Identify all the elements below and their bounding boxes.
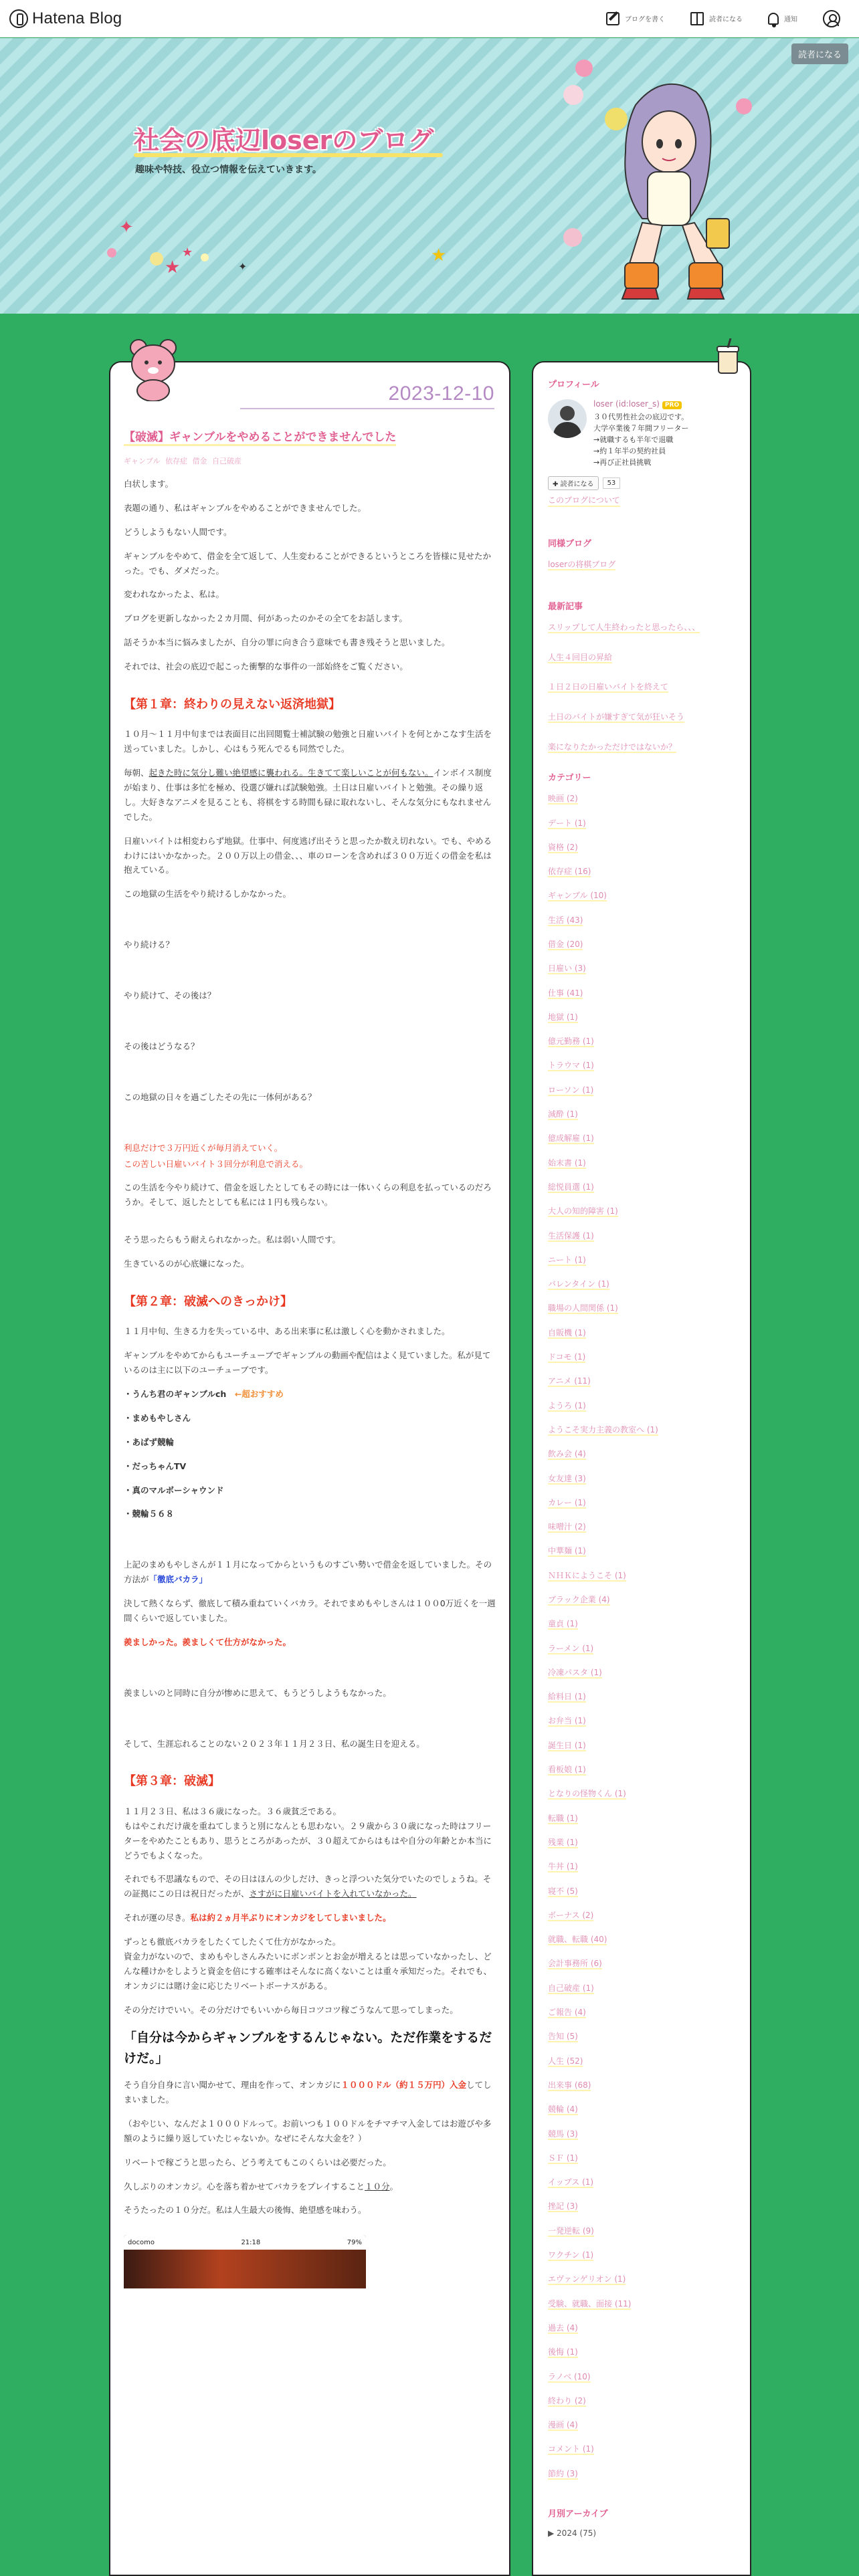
list-item [548,2055,741,2079]
category-link[interactable]: 看板娘 (1) [548,1765,586,1775]
paragraph: 羨ましいのと同時に自分が惨めに思えて、もうどうしようもなかった。 [124,1687,391,1698]
list-item [548,651,741,664]
category-link[interactable]: 残業 (1) [548,1837,578,1847]
drink-cup-icon [713,338,743,376]
paragraph: 決して熱くならず、徹底して積み重ねていくバカラ。それでまめもやしさんは１００0万近くを一週間くらいで返していました。 [124,1598,496,1623]
category-link[interactable]: ラノベ (10) [548,2371,591,2381]
archive-item[interactable]: ▶ 2024 (75) [548,2528,597,2538]
list-item [548,2249,741,2273]
category-link[interactable]: カレー (1) [548,1497,586,1507]
text-span: 久しぶりのオンカジ。心を落ち着かせてバカラをプレイすること [124,2181,365,2191]
list-item [548,1739,741,1763]
blog-header-banner [0,38,859,314]
list-item [548,2176,741,2200]
recommend-note: ←超おすすめ [234,1389,284,1399]
paragraph: この地獄の日々を過ごしたその先に一体何がある？ [124,1091,316,1102]
text-span: ずっとも徹底バカラをしたくてしたくて仕方がなかった。 [124,1937,341,1947]
article-categories [124,455,496,467]
character-illustration [589,65,743,312]
highlight-text [124,1141,496,1156]
list-item [548,817,741,841]
list-item [548,1642,741,1667]
category-link[interactable]: イップス (1) [548,2177,594,2187]
list-item [548,1812,741,1836]
header-actions [606,10,840,27]
list-item [548,711,741,724]
paragraph: そして、生涯忘れることのない２０２３年１１月２３日、私の誕生日を迎える。 [124,1738,425,1749]
blog-description: 趣味や特技、役立つ情報を伝えていきます。 [135,165,322,175]
category-link[interactable]: 牛丼 (1) [548,1862,578,1872]
list-item [548,1084,741,1108]
big-quote: 「自分は今からギャンブルをするんじゃない。ただ作業をするだけだ。」 [124,2030,492,2066]
screenshot-body [124,2250,366,2288]
category-link[interactable]: ご報告 (4) [548,2008,586,2018]
list-item [548,2225,741,2249]
category-link[interactable]: 仕事 (41) [548,988,583,998]
category-link[interactable]: 給料日 (1) [548,1692,586,1702]
recent-section [548,599,741,753]
category-link[interactable]: 挫記 (3) [548,2202,578,2212]
list-item [548,1205,741,1229]
category-link[interactable]: トラウマ (1) [548,1061,594,1071]
category-link[interactable]: 後悔 (1) [548,2347,578,2357]
chapter-heading: 【第２章：破滅へのきっかけ】 [124,1294,292,1309]
paragraph: 変われなかったよ、私は。 [124,589,225,600]
archive-section [548,2506,741,2538]
list-item [548,1132,741,1156]
reader-count: 53 [603,477,621,489]
recent-entry-link[interactable]: 人生４回目の昇給 [548,652,613,662]
profile-name[interactable]: loser (id:loser_s) [593,399,660,409]
youtube-list-item: ・まめもやしさん [124,1412,191,1423]
category-link[interactable]: ワクチン (1) [548,2250,594,2260]
text-span: １１月２３日、私は３６歳になった。３６歳貧乏である。 [124,1806,342,1816]
related-blog-link[interactable]: loserの将棋ブログ [548,560,616,570]
text-span: 上記のまめもやしさんが１１月になってからというものすごい勢いで借金を返していました。その方法が [124,1560,492,1585]
list-item [548,1933,741,1957]
battery-label: 79% [347,2238,362,2246]
list-item [548,2419,741,2443]
category-link[interactable]: 生活保護 (1) [548,1230,594,1241]
paragraph [124,2078,496,2107]
list-item [548,2371,741,2395]
sidebar-content [548,377,741,2538]
category-link[interactable]: 競輪 (4) [548,2105,578,2115]
sidebar-subscribe-button[interactable]: ✚ 読者になる [548,476,599,490]
category-link[interactable]: ギャンブル [124,456,161,465]
paragraph: ギャンブルをやめて、借金を全て返して、人生変わることができるというところを皆様に見せたかった。でも、ダメだった。 [124,550,492,576]
profile-description: ３０代男性社会の底辺です。 大学卒業後７年間フリーター →就職するも半年で退職 →約１年半の契約社員 →再び正社員挑戦 [593,413,689,467]
category-link[interactable]: ボーナス (2) [548,1910,594,1920]
list-item [548,741,741,754]
global-header [0,0,859,37]
paragraph: ギャンブルをやめてからもユーチューブでギャンブルの動画や配信はよく見ていました。私が見ているのは主に以下のユーチューブです。 [124,1350,491,1376]
recent-entry-link[interactable]: １日２日の日雇いバイトを終えて [548,682,669,692]
paragraph: その分だけでいい。その分だけでもいいから毎日コツコツ稼ごうなんて思ってしまった。 [124,2004,458,2015]
category-link[interactable]: 童貞 (1) [548,1619,578,1629]
category-link[interactable]: ようろ (1) [548,1400,586,1410]
chapter-heading: 【第３章：破滅】 [124,1774,220,1789]
reader-icon [690,12,704,25]
paragraph: やり続ける？ [124,940,175,950]
list-item [548,1375,741,1399]
category-link[interactable]: バレンタイン (1) [548,1279,609,1289]
archive-heading: 月別アーカイブ [548,2508,608,2519]
list-item [548,1836,741,1860]
paragraph: 日雇いバイトは相変わらず地獄。仕事中、何度逃げ出そうと思ったか数え切れない。でも、やめるわけにはいかなかった。２００万以上の借金、、、車のローンを含めれば３００万近くの借金を私は抱えている。 [124,835,492,875]
list-item [548,1763,741,1788]
category-link[interactable]: 依存症 [165,456,188,465]
deco-circle [563,85,583,105]
archive-list [548,2529,741,2538]
deco-circle [563,228,582,247]
list-item [548,2200,741,2224]
category-link[interactable]: 総悦員選 (1) [548,1182,594,1192]
list-item [548,1957,741,1981]
category-link[interactable]: 冷凍パスタ (1) [548,1667,602,1677]
red-emphasis: 私は約２ヵ月半ぶりにオンカジをしてしまいました。 [190,1913,391,1923]
category-link[interactable]: 告知 (5) [548,2032,578,2042]
recent-entry-link[interactable]: 土日のバイトが嫌すぎて気が狂いそう [548,712,685,722]
recent-entry-link[interactable]: 楽になりたかっただけではないか？ [548,742,677,752]
paragraph: 話そうか本当に悩みましたが、自分の罪に向き合う意味でも書き残そうと思いました。 [124,637,450,648]
recent-list [548,621,741,753]
recent-entry-link[interactable]: スリップして人生終わったと思ったら、、、 [548,623,700,633]
category-link[interactable]: 資格 (2) [548,842,578,852]
highlight-text: 羨ましかった。羨ましくて仕方がなかった。 [124,1636,292,1647]
logo-text: Hatena Blog [32,9,122,27]
list-text: ・うんち君のギャンブルch [124,1389,227,1399]
paragraph: 生きているのが心底嫌になった。 [124,1259,250,1269]
sidebar [532,361,751,2576]
deco-circle [201,253,209,261]
underlined-text: さすがに日雇いバイトを入れていなかった。 [249,1889,417,1899]
category-link[interactable]: アニメ (11) [548,1376,591,1386]
category-list [548,792,741,2492]
user-icon[interactable] [823,10,840,27]
list-item [548,1788,741,1812]
blog-title[interactable]: 社会の底辺loserのブログ [134,126,434,155]
profile-block [548,399,741,468]
related-heading: 同様ブログ [548,539,592,550]
youtube-list-item: ・だっちゃんTV [124,1461,187,1471]
paragraph [124,1558,496,1587]
category-link[interactable]: 味噌汁 (2) [548,1522,586,1532]
article-card [109,361,510,2576]
list-item [548,681,741,693]
category-link[interactable]: 中華麺 (1) [548,1546,586,1556]
list-item [548,2128,741,2152]
list-item [548,1909,741,1933]
related-section [548,536,741,570]
deco-star-icon: ✦ [238,260,248,273]
notification-button[interactable] [768,13,797,25]
paragraph [124,1911,496,1925]
reader-header-button[interactable] [690,12,743,25]
category-link[interactable]: となりの怪物くん (1) [548,1789,626,1799]
list-item [548,1011,741,1035]
list-item [548,1885,741,1909]
list-item [548,1230,741,1254]
paragraph: そう思ったらもう耐えられなかった。私は弱い人間です。 [124,1235,341,1245]
edit-icon [606,12,619,25]
deco-star-icon: ★ [431,245,447,265]
category-link[interactable]: 依存症 (16) [548,867,591,877]
deco-circle [150,252,163,265]
underlined-text: 起きた時に気分し難い絶望感に襲われる。生きてて楽しいことが何もない。 [149,768,434,778]
write-blog-button[interactable] [606,12,665,25]
youtube-list-item [124,1387,496,1402]
list-item [548,1982,741,2006]
red-line: 利息だけで３万円近くが毎月消えていく。 [124,1142,283,1153]
paragraph: （おやじい、なんだよ１０００ドルって。お前いつも１００ドルをチマチマ入金してはお遊びや多額のように繰り返していたじゃないか。なぜにそんな大金を？） [124,2118,492,2143]
category-link[interactable]: ＮＨＫにようこそ (1) [548,1570,626,1580]
paragraph: そうたったの１０分だ。私は人生最大の後悔、絶望感を味わう。 [124,2205,367,2216]
paragraph: それでは、社会の底辺で起こった衝撃的な事件の一部始終をご覧ください。 [124,661,408,671]
notification-label: 通知 [784,16,797,23]
carrier-label: docomo [128,2238,155,2246]
category-link[interactable]: 自己破産 [212,456,242,465]
list-item [548,938,741,962]
text-span: してしまいました。 [124,2080,492,2105]
list-item [548,1254,741,1278]
list-item [548,1302,741,1326]
write-blog-label: ブログを書く [625,16,665,23]
list-item [548,2468,741,2492]
list-item [548,792,741,817]
category-link[interactable]: 女友達 (3) [548,1473,586,1483]
list-item [548,1691,741,1715]
list-item [548,2443,741,2467]
paragraph: 白状します。 [124,479,174,489]
category-link[interactable]: 会計事務所 (6) [548,1959,602,1969]
category-link[interactable]: 生活 (43) [548,915,583,925]
list-item [548,914,741,938]
reader-row [548,476,741,490]
category-link[interactable]: ようこそ実力主義の教室へ (1) [548,1424,658,1434]
hatena-logo-icon [9,9,28,28]
category-link[interactable]: コメント (1) [548,2444,594,2454]
article-date[interactable]: 2023-12-10 [388,383,494,405]
category-link[interactable]: 就職、転職 (40) [548,1935,607,1945]
list-item [548,1594,741,1618]
paragraph: 資金力がないので、まめもやしさんみたいにボンボンとお金が増えるとは思っていなかったし、どんな種けかをしようと資金を倍にする確率はそんなに高くないことは重々承知だった。それでも、オンカジには賭け金に応じたリベートボーナスがある。 [124,1951,492,1991]
categories-section [548,770,741,2492]
list-item [548,1860,741,1885]
screenshot-image [124,2235,366,2288]
list-item [548,1181,741,1205]
chapter-heading: 【第１章：終わりの見えない返済地獄】 [124,697,341,712]
list-item [548,1570,741,1594]
list-item [548,1108,741,1132]
list-item [548,1618,741,1642]
red-line: この苦しい日雇いバイト３回分が利息で消える。 [124,1158,308,1169]
category-link[interactable]: 日雇い (3) [548,964,586,974]
recent-heading: 最新記事 [548,602,583,613]
category-link[interactable]: 借金 [192,456,207,465]
deco-star-icon: ★ [182,245,193,259]
list-item [548,1059,741,1083]
category-link[interactable]: ニート (1) [548,1255,586,1265]
paragraph [124,1935,496,1949]
highlight-text [124,1157,496,1172]
paragraph [124,1872,496,1901]
paragraph: どうしようもない人間です。 [124,526,232,537]
paragraph: ブログを更新しなかった２カ月間、何があったのかその全てをお話します。 [124,613,407,624]
phone-status-bar [124,2235,366,2250]
paragraph [124,2179,496,2194]
list-item [548,865,741,889]
list-item [548,2152,741,2176]
bear-mascot-icon [124,334,187,401]
list-item [548,1497,741,1521]
category-link[interactable]: ラーメン (1) [548,1643,594,1653]
reader-header-label: 読者になる [709,16,743,23]
category-link[interactable]: 競馬 (3) [548,2129,578,2139]
list-item [548,1424,741,1448]
about-blog-link[interactable]: このブログについて [548,494,620,507]
category-link[interactable]: 億元勤務 (1) [548,1037,594,1047]
list-item [548,1473,741,1497]
category-link[interactable]: デート (1) [548,818,586,828]
red-emphasis: １０００ドル（約１５万円）入金 [341,2080,467,2090]
list-item [548,1035,741,1059]
deco-star-icon: ★ [165,257,181,278]
subscribe-label: 読者になる [560,481,594,489]
paragraph [124,766,496,825]
paragraph: １０月～１１月中旬までは表面目に出回閲覧士補試験の勉強と日雇いバイトを何とかこなす生活を送っていました。しかし、心はもう死んでるも同然でした。 [124,729,492,754]
list-item [548,1157,741,1181]
category-link[interactable]: 飲み会 (4) [548,1449,586,1459]
paragraph: 表題の通り、私はギャンブルをやめることができませんでした。 [124,502,367,513]
list-item [548,2079,741,2103]
category-link[interactable]: 終わり (2) [548,2395,586,2405]
avatar[interactable] [548,399,587,438]
category-link[interactable]: ドコモ (1) [548,1352,586,1362]
list-item [548,2322,741,2346]
category-link[interactable]: ブラック企業 (4) [548,1595,610,1604]
text-span: 土日は日雇いバイトと勉強。その繰り返し。大好きなアニメを見ることも、将棋をする時間も碌に取れないし、そんな気分にもなれませんでした。 [124,782,492,822]
text-span: それでも不思議なもので、その日はほんの少しだけ、きっと浮ついた気分でいたのでしょうね。その証拠にこの日は祝日だったが、 [124,1874,492,1899]
category-link[interactable]: 自己破産 (1) [548,1983,594,1993]
text-span: それが運の尽き。 [124,1913,191,1923]
list-item [548,1351,741,1375]
category-link[interactable]: 寝不 (5) [548,1886,578,1896]
category-link[interactable]: 自販機 (1) [548,1327,586,1337]
category-link[interactable]: ギャンブル (10) [548,891,607,901]
underlined-text: １０分 [365,2181,390,2191]
category-link[interactable]: 減酔 (1) [548,1109,578,1119]
deco-circle [107,248,116,257]
list-item [548,889,741,914]
list-item [548,1667,741,1691]
bell-icon [768,13,779,25]
paragraph: リベートで稼ごうと思ったら、どう考えてもこのくらいは必要だった。 [124,2157,391,2167]
categories-heading: カテゴリー [548,773,591,784]
list-item [548,2395,741,2419]
text-span: 。 [389,2181,399,2191]
youtube-list-item: ・競輪５６８ [124,1509,175,1519]
paragraph: もはやこれだけ歳を重ねてしまうと別になんとも思わない。２９歳から３０歳になった時はフリーターをやめたこともあり、思うところがあったが、３０超えてからはもはや自分の年齢とか本当にどうでもよくなった。 [124,1820,492,1860]
list-item [548,1545,741,1569]
list-item [548,2006,741,2030]
category-link[interactable]: 人生 (52) [548,2056,583,2066]
category-link[interactable]: 漫画 (4) [548,2420,578,2430]
paragraph: やり続けて、その後は？ [124,990,216,1000]
list-item [548,1715,741,1739]
pro-badge: PRO [662,401,682,409]
list-item [548,2298,741,2322]
category-link[interactable]: 借金 (20) [548,939,583,949]
profile-name-row [593,399,689,409]
hatena-logo[interactable] [9,9,122,28]
category-link[interactable]: 大人の知的障害 (1) [548,1206,618,1216]
article-title[interactable]: 【破滅】ギャンブルをやめることができませんでした [124,431,396,446]
category-link[interactable]: 誕生日 (1) [548,1740,586,1750]
category-link[interactable]: 始末書 (1) [548,1158,586,1168]
youtube-list-item: ・あばず競輪 [124,1436,175,1447]
category-link[interactable]: ローソン (1) [548,1085,594,1095]
category-link[interactable]: 出来事 (68) [548,2080,591,2090]
profile-heading: プロフィール [548,380,599,390]
youtube-list-item: ・真のマルボーシャウンド [124,1485,224,1495]
category-link[interactable]: お弁当 (1) [548,1716,586,1726]
paragraph [124,1804,496,1819]
text-span: 毎朝、 [124,768,149,778]
category-link[interactable]: 地獄 (1) [548,1012,578,1022]
category-link[interactable]: エヴァンゲリオン (1) [548,2274,626,2284]
list-item [548,1278,741,1302]
paragraph: この生活を今やり続けて、借金を返したとしてもその時には一体いくらの利息を払っているのだろうか。そして、返したとしても私には１円も残らない。 [124,1182,492,1208]
time-label: 21:18 [241,2238,261,2246]
list-item [548,1400,741,1424]
list-item [548,2346,741,2370]
paragraph: その後はどうなる？ [124,1041,199,1051]
subscribe-button[interactable]: 読者になる [791,43,848,64]
category-link[interactable]: 節約 (3) [548,2468,578,2478]
deco-star-icon: ✦ [119,217,134,237]
paragraph: １１月中旬、生きる力を失っている中、ある出来事に私は激しく心を動かされました。 [124,1326,450,1337]
blue-emphasis: 「徹底バカラ」 [149,1574,208,1585]
text-span: そう自分自身に言い聞かせて、理由を作って、オンカジに [124,2080,341,2090]
list-item [548,987,741,1011]
list-item [548,962,741,986]
list-item [548,1521,741,1545]
category-link[interactable]: 転職 (1) [548,1813,578,1823]
category-link[interactable]: 億成解雇 (1) [548,1134,594,1144]
category-link[interactable]: 受験、就職、面接 (11) [548,2298,632,2309]
category-link[interactable]: ＳＦ (1) [548,2153,578,2163]
text-span: インボイス制度が始まり、仕事は多忙を極め、役選び嫌れば試験勉強。 [124,768,492,792]
category-link[interactable]: 過去 (4) [548,2323,578,2333]
article-content [124,428,496,2288]
category-link[interactable]: 一発逆転 (9) [548,2226,594,2236]
list-item [548,2103,741,2127]
list-item [548,841,741,865]
list-item [548,621,741,634]
paragraph: この地獄の生活をやり続けるしかなかった。 [124,889,292,899]
date-divider [240,408,494,409]
category-link[interactable]: 職場の人間関係 (1) [548,1303,618,1313]
list-item [548,2273,741,2297]
list-item [548,2030,741,2054]
category-link[interactable]: 映画 (2) [548,794,578,804]
list-item [548,1327,741,1351]
list-item [548,1448,741,1472]
